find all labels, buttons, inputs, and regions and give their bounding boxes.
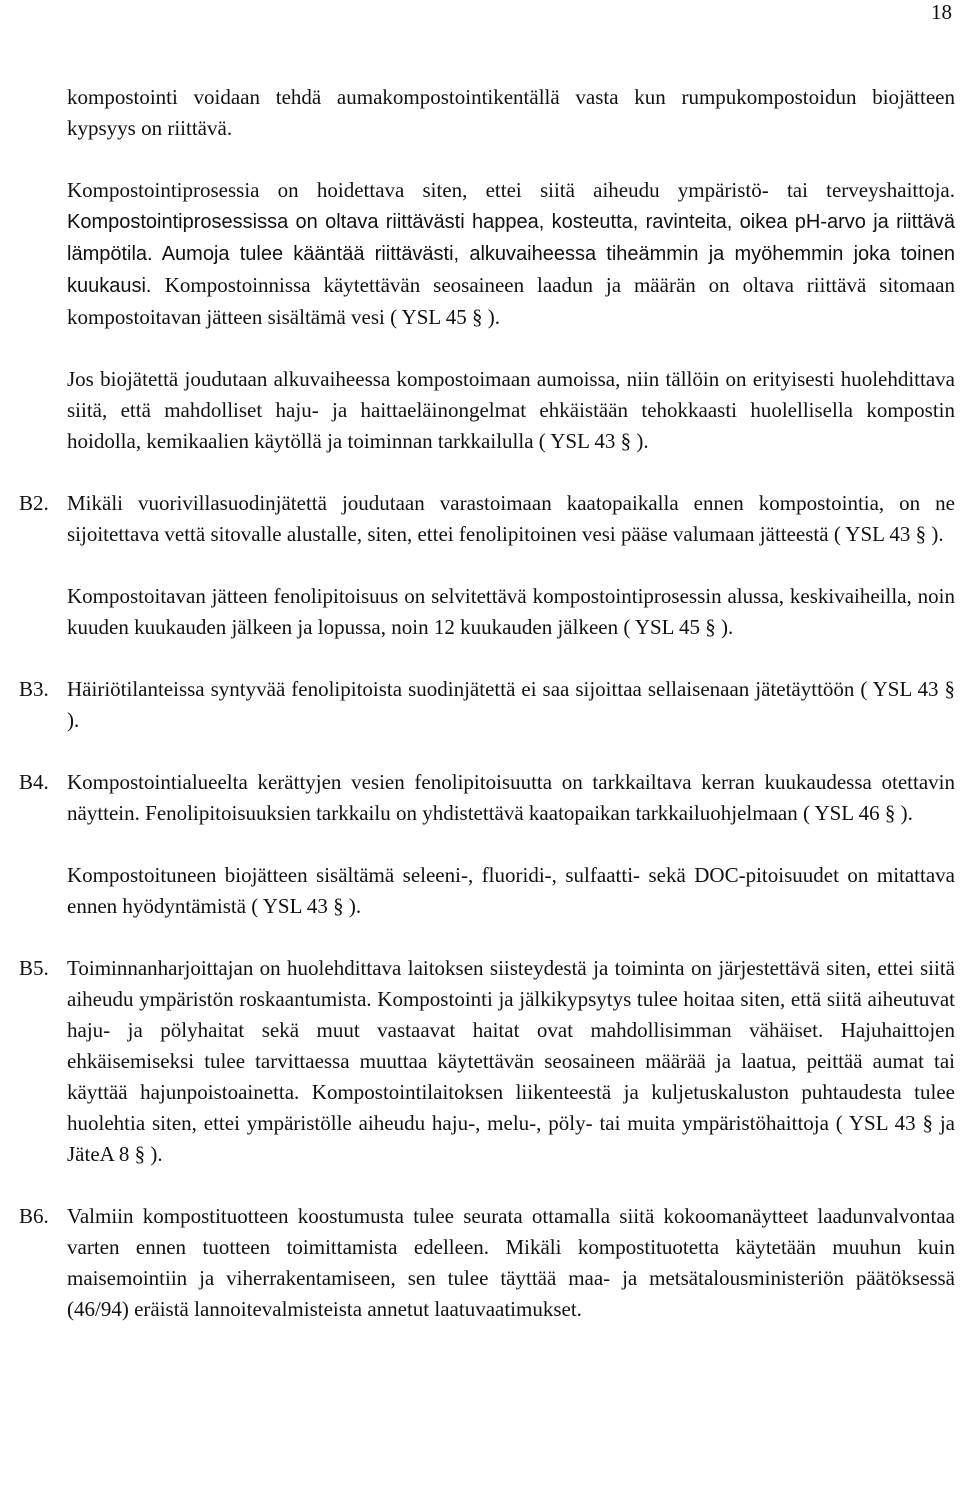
paragraph-text: Kompostoitavan jätteen fenolipitoisuus on selvitettävä kompostointiprosessin alussa, keskivaiheilla, noin kuuden kuukauden jälkeen ja lopussa, noin 12 kuukauden jälkeen ( YSL 45 § ). [67,584,955,639]
paragraph [67,364,955,457]
paragraph [67,860,955,922]
section-label: B3. [19,677,49,701]
paragraph-text: Jos biojätettä joudutaan alkuvaiheessa kompostoimaan aumoissa, niin tällöin on erityisesti huolehdittava siitä, että mahdolliset haju- ja haittaeläinongelmat ehkäistään tehokkaasti huolellisella kompostin hoidolla, kemikaalien käytöllä ja toiminnan tarkkailulla ( YSL 43 § ). [67,367,955,453]
paragraph [67,581,955,643]
paragraph-text: Kompostointiprosessia on hoidettava siten, ettei siitä aiheudu ympäristö- tai terveyshaittoja. [67,178,955,202]
paragraph-b4 [19,767,955,829]
paragraph [67,82,955,144]
paragraph-b6 [19,1201,955,1325]
paragraph-b5 [19,953,955,1170]
paragraph-b2 [19,488,955,550]
document-body [0,82,960,1356]
paragraph-text: Häiriötilanteissa syntyvää fenolipitoista suodinjätettä ei saa sijoittaa sellaisenaan jätetäyttöön ( YSL 43 § ). [67,677,955,732]
paragraph-text: Kompostointialueelta kerättyjen vesien fenolipitoisuutta on tarkkailtava kerran kuukaudessa otettavin näyttein. Fenolipitoisuuksien tarkkailu on yhdistettävä kaatopaikan tarkkailuohjelmaan ( YSL 46 § ). [67,770,955,825]
section-label: B6. [19,1204,49,1228]
section-label: B4. [19,770,49,794]
paragraph-text: Mikäli vuorivillasuodinjätettä joudutaan varastoimaan kaatopaikalla ennen kompostointia, on ne sijoitettava vettä sitovalle alustalle, siten, ettei fenolipitoinen vesi pääse valumaan jätteestä ( YSL 43 § ). [67,491,955,546]
paragraph-text: kompostointi voidaan tehdä aumakompostointikentällä vasta kun rumpukompostoidun biojätteen kypsyys on riittävä. [67,85,955,140]
paragraph-text: Valmiin kompostituotteen koostumusta tulee seurata ottamalla siitä kokoomanäytteet laadunvalvontaa varten ennen tuotteen toimittamista edelleen. Mikäli kompostituotetta käytetään muuhun kuin maisemointiin ja viherrakentamiseen, sen tulee täyttää maa- ja metsätalousministeriön päätöksessä (46/94) eräistä lannoitevalmisteista annetut laatuvaatimukset. [67,1204,955,1321]
paragraph-text-sans: Kompostointiprosessissa on oltava riittävästi happea, kosteutta, ravinteita, oikea pH-arvo ja riittävä lämpötila. Aumoja tulee kääntää riittävästi, alkuvaiheessa tiheämmin ja myöhemmin joka toinen kuukausi. [67,211,955,297]
paragraph-text: Kompostoinnissa käytettävän seosaineen laadun ja määrän on oltava riittävä sitomaan kompostoitavan jätteen sisältämä vesi ( YSL 45 § ). [67,273,955,329]
paragraph-b3 [19,674,955,736]
paragraph [67,175,955,333]
section-label: B2. [19,491,49,515]
page-number: 18 [931,0,952,24]
paragraph-text: Kompostoituneen biojätteen sisältämä seleeni-, fluoridi-, sulfaatti- sekä DOC-pitoisuudet on mitattava ennen hyödyntämistä ( YSL 43 § ). [67,863,955,918]
section-label: B5. [19,956,49,980]
paragraph-text: Toiminnanharjoittajan on huolehdittava laitoksen siisteydestä ja toiminta on järjestettävä siten, ettei siitä aiheudu ympäristön roskaantumista. Kompostointi ja jälkikypsytys tulee hoitaa siten, että siitä aiheutuvat haju- ja pölyhaitat sekä muut vastaavat haitat ovat mahdollisimman vähäiset. Hajuhaittojen ehkäisemiseksi tulee tarvittaessa muuttaa käytettävän seosaineen määrää ja laatua, peittää aumat tai käyttää hajunpoistoainetta. Kompostointilaitoksen liikenteestä ja kuljetuskaluston puhtaudesta tulee huolehtia siten, ettei ympäristölle aiheudu haju-, melu-, pöly- tai muita ympäristöhaittoja ( YSL 43 § ja JäteA 8 § ). [67,956,955,1166]
